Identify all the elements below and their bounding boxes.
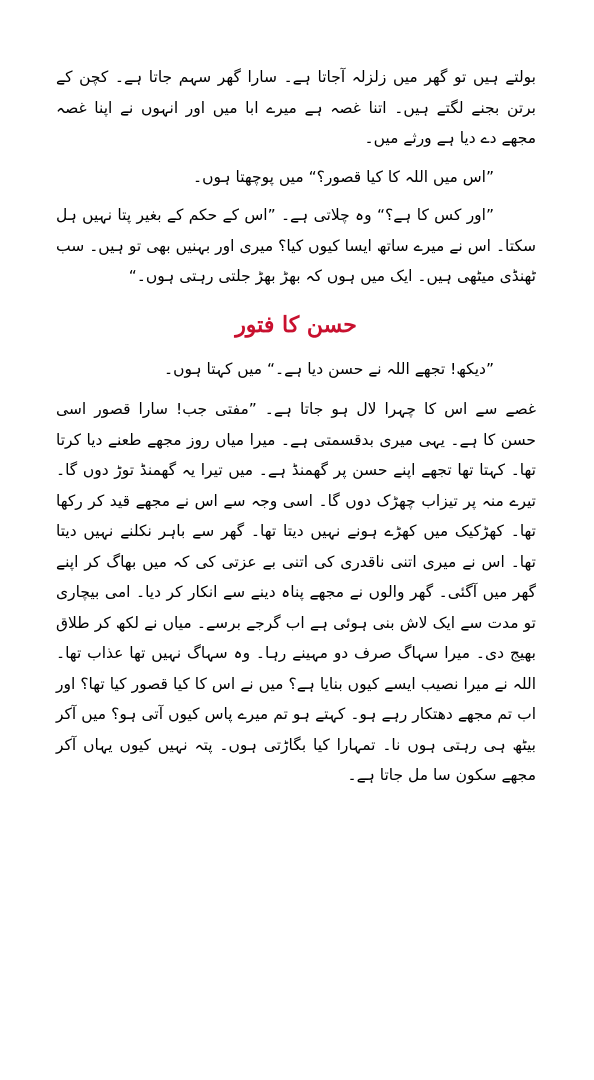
paragraph-2: ”اس میں اللہ کا کیا قصور؟“ میں پوچھتا ہوں۔ (193, 167, 494, 186)
paragraph-1: بولتے ہیں تو گھر میں زلزلہ آجاتا ہے۔ سارا گھر سہم جاتا ہے۔ کچن کے برتن بجنے لگتے ہیں۔ اتنا غصہ ہے میرے ابا میں اور انہوں نے اپنا غصہ مجھے دے دیا ہے ورثے میں۔ (56, 68, 536, 147)
paragraph-4: ”دیکھ! تجھے اللہ نے حسن دیا ہے۔“ میں کہتا ہوں۔ (164, 359, 494, 378)
paragraph-3: ”اور کس کا ہے؟“ وہ چلاتی ہے۔ ”اس کے حکم کے بغیر پتا نہیں ہل سکتا۔ اس نے میرے ساتھ ایسا کیوں کیا؟ میری اور بہنیں بھی تو ہیں۔ سب ٹھنڈی میٹھی ہیں۔ ایک میں ہوں کہ بھڑ بھڑ جلتی رہتی ہوں۔“ (56, 206, 536, 285)
paragraph-5: غصے سے اس کا چہرا لال ہو جاتا ہے۔ ”مفتی جب! سارا قصور اسی حسن کا ہے۔ یہی میری بدقسمتی ہے۔ میرا میاں روز مجھے طعنے دیا کرتا تھا۔ کہتا تھا تجھے اپنے حسن پر گھمنڈ ہے۔ میں تیرا یہ گھمنڈ توڑ دوں گا۔ تیرے منہ پر تیزاب چھڑک دوں گا۔ اسی وجہ سے اس نے مجھے قید کر رکھا تھا۔ کھڑکیک میں کھڑے ہونے نہیں دیتا تھا۔ گھر سے باہر نکلنے نہیں دیتا تھا۔ اس نے میری اتنی ناقدری کی اتنی بے عزتی کی کہ میں بھاگ کر اپنے گھر میں آگئی۔ گھر والوں نے مجھے پناہ دینے سے انکار کر دیا۔ امی بیچاری تو مدت سے ایک لاش بنی ہوئی ہے اب گرجے برسے۔ میاں نے لکھ کر طلاق بھیج دی۔ میرا سہاگ صرف دو مہینے رہا۔ وہ سہاگ نہیں تھا عذاب تھا۔ اللہ نے میرا نصیب ایسے کیوں بنایا ہے؟ میں نے اس کا کیا قصور کیا تھا؟ اور اب تم مجھے دھتکار رہے ہو۔ کہتے ہو تم میرے پاس کیوں آتی ہو؟ میں آکر بیٹھ ہی رہتی ہوں نا۔ تمہارا کیا بگاڑتی ہوں۔ پتہ نہیں کیوں یہاں آکر مجھے سکون سا مل جاتا ہے۔ (56, 400, 536, 784)
section-heading: حسن کا فتور (235, 311, 357, 338)
